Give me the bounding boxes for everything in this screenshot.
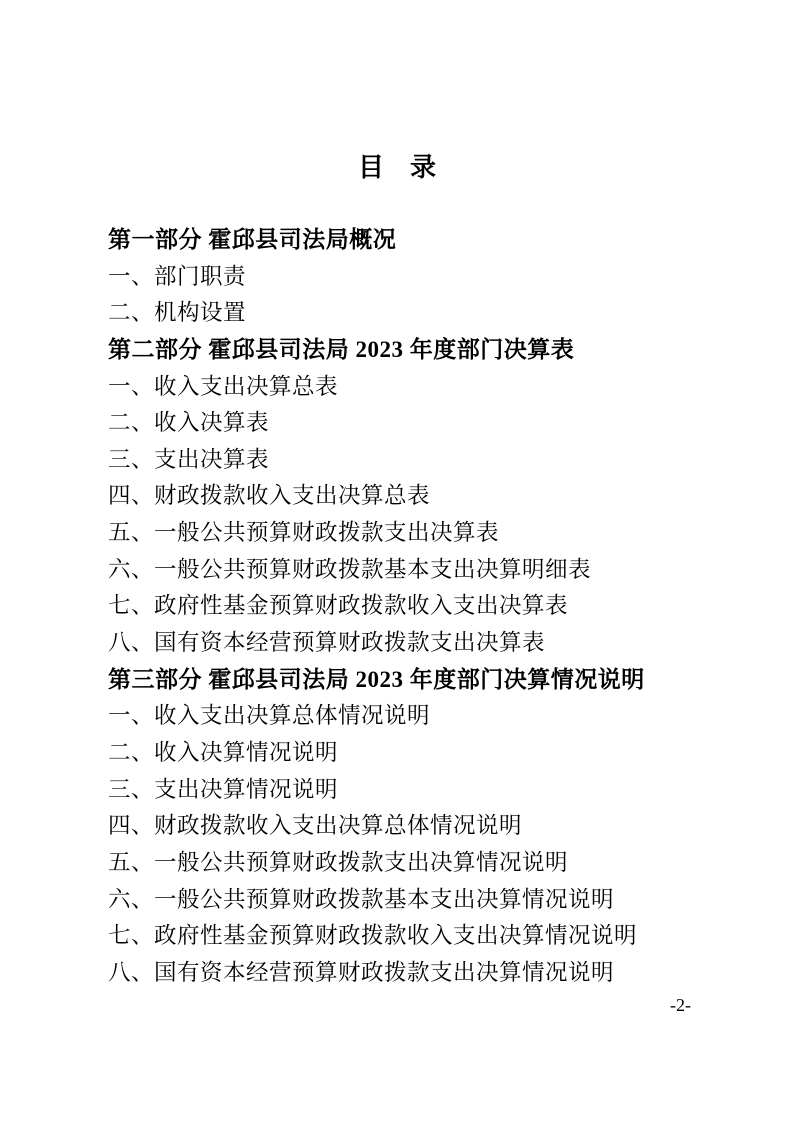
toc-item: 二、收入决算表: [108, 410, 270, 436]
toc-item: 一、收入支出决算总体情况说明: [108, 703, 431, 729]
toc-item: 八、国有资本经营预算财政拨款支出决算情况说明: [108, 959, 615, 985]
toc-item: 五、一般公共预算财政拨款支出决算情况说明: [108, 849, 569, 875]
toc-item: 七、政府性基金预算财政拨款收入支出决算表: [108, 593, 569, 619]
toc-item: 二、机构设置: [108, 300, 247, 326]
toc-item: 六、一般公共预算财政拨款基本支出决算明细表: [108, 556, 592, 582]
toc-section-heading-1: 第一部分 霍邱县司法局概况: [108, 227, 397, 252]
toc-item: 一、部门职责: [108, 263, 247, 289]
toc-item: 二、收入决算情况说明: [108, 739, 339, 765]
table-of-contents: [108, 222, 754, 991]
toc-item: 三、支出决算情况说明: [108, 776, 339, 802]
toc-section-heading-2: 第二部分 霍邱县司法局 2023 年度部门决算表: [108, 336, 575, 362]
page-number: -2-: [670, 995, 691, 1015]
toc-item: 三、支出决算表: [108, 446, 270, 472]
toc-item: 六、一般公共预算财政拨款基本支出决算情况说明: [108, 886, 615, 912]
toc-item: 四、财政拨款收入支出决算总体情况说明: [108, 813, 523, 839]
toc-item: 八、国有资本经营预算财政拨款支出决算表: [108, 630, 546, 656]
page-title: 目 录: [357, 153, 436, 182]
toc-item: 四、财政拨款收入支出决算总表: [108, 483, 431, 509]
toc-section-heading-3: 第三部分 霍邱县司法局 2023 年度部门决算情况说明: [108, 666, 645, 692]
toc-item: 五、一般公共预算财政拨款支出决算表: [108, 520, 500, 546]
toc-item: 七、政府性基金预算财政拨款收入支出决算情况说明: [108, 923, 638, 949]
toc-item: 一、收入支出决算总表: [108, 373, 339, 399]
